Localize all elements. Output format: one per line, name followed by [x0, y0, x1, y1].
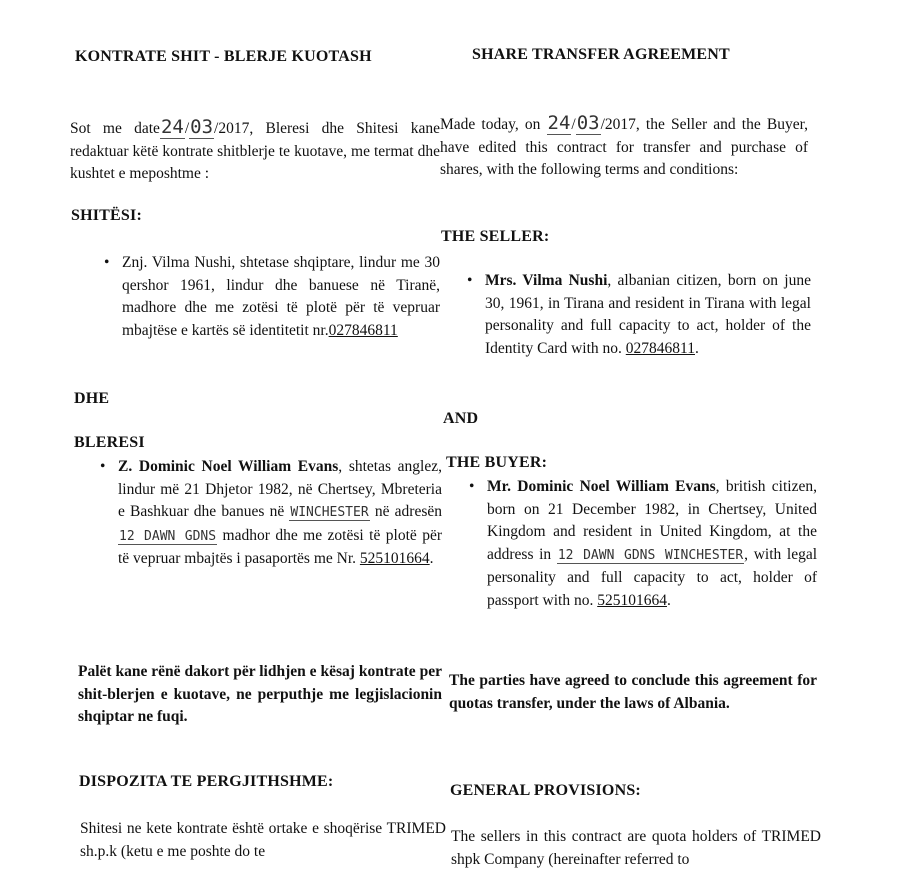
right-seller-item: • Mrs. Vilma Nushi, albanian citizen, born on june 30, 1961, in Tirana and resident in Tirana with legal personality and full capacity to act, holder of the Identity Card with no. 027846811. [467, 272, 811, 357]
address-handwritten: 12 DAWN GDNS WINCHESTER [557, 547, 744, 563]
bullet-icon: • [100, 458, 106, 475]
date-month-handwritten: 03 [190, 116, 214, 138]
city-handwritten: WINCHESTER [290, 505, 369, 520]
left-general-text: Shitesi ne kete kontrate është ortake e shoqërise TRIMED sh.p.k (ketu e me poshte do te [80, 820, 446, 860]
left-buyer-item: • Z. Dominic Noel William Evans, shtetas anglez, lindur më 21 Dhjetor 1982, në Chertsey, Mbreteria e Bashkuar dhe banues në WINCHESTER në adresën 12 DAWN GDNS madhor dhe me zotësi të plotë për të vepruar mbajtës i pasaportës me Nr. 525101664. [100, 458, 443, 567]
bullet-icon: • [469, 478, 475, 495]
right-and-heading: AND [443, 410, 479, 427]
left-seller-item: • Znj. Vilma Nushi, shtetase shqiptare, lindur me 30 qershor 1961, lindur dhe banuese në Tiranë, madhore dhe me zotësi të plotë për të vepruar mbajtëse e kartës së identitetit nr.027846811 [104, 254, 440, 339]
right-general-heading: GENERAL PROVISIONS: [450, 782, 641, 799]
right-seller-id: 027846811 [625, 339, 695, 357]
left-passport: 525101664 [359, 550, 430, 567]
right-general-text: The sellers in this contract are quota holders of TRIMED shpk Company (hereinafter referred to [451, 828, 821, 868]
date-month-handwritten: 03 [576, 112, 600, 134]
right-parties-agreement: The parties have agreed to conclude this agreement for quotas transfer, under the laws of Albania. [449, 672, 817, 712]
left-seller-heading: SHITËSI: [71, 207, 142, 224]
left-title: KONTRATE SHIT - BLERJE KUOTASH [75, 48, 372, 65]
left-intro: Sot me date24/03/2017, Bleresi dhe Shitesi kane redaktuar këtë kontrate shitblerje te kuotave, me termat dhe kushtet e meposhtme : [70, 116, 440, 182]
right-buyer-item: • Mr. Dominic Noel William Evans, british citizen, born on 21 December 1982, in Chertsey, United Kingdom and resident in United Kingdom, at the address in 12 DAWN GDNS WINCHESTER, with legal personality and full capacity to act, holder of passport with no. 525101664. [469, 478, 818, 609]
right-intro: Made today, on 24/03/2017, the Seller and the Buyer, have edited this contract for transfer and purchase of shares, with the following terms and conditions: [440, 112, 808, 178]
date-day-handwritten: 24 [160, 116, 184, 138]
left-seller-id: 027846811 [328, 321, 398, 339]
bullet-icon: • [104, 254, 110, 271]
left-parties-agreement: Palët kane rënë dakort për lidhjen e kësaj kontrate per shit-blerjen e kuotave, ne perputhje me legjislacionin shqiptar ne fuqi. [78, 663, 442, 725]
right-title: SHARE TRANSFER AGREEMENT [472, 46, 730, 63]
bullet-icon: • [467, 272, 473, 289]
address-handwritten: 12 DAWN GDNS [119, 528, 217, 544]
right-passport: 525101664 [597, 591, 667, 609]
left-and-heading: DHE [74, 390, 110, 407]
left-buyer-heading: BLERESI [74, 434, 145, 451]
right-buyer-heading: THE BUYER: [446, 454, 548, 471]
date-day-handwritten: 24 [547, 112, 571, 134]
right-seller-heading: THE SELLER: [441, 228, 550, 245]
left-general-heading: DISPOZITA TE PERGJITHSHME: [79, 773, 334, 790]
